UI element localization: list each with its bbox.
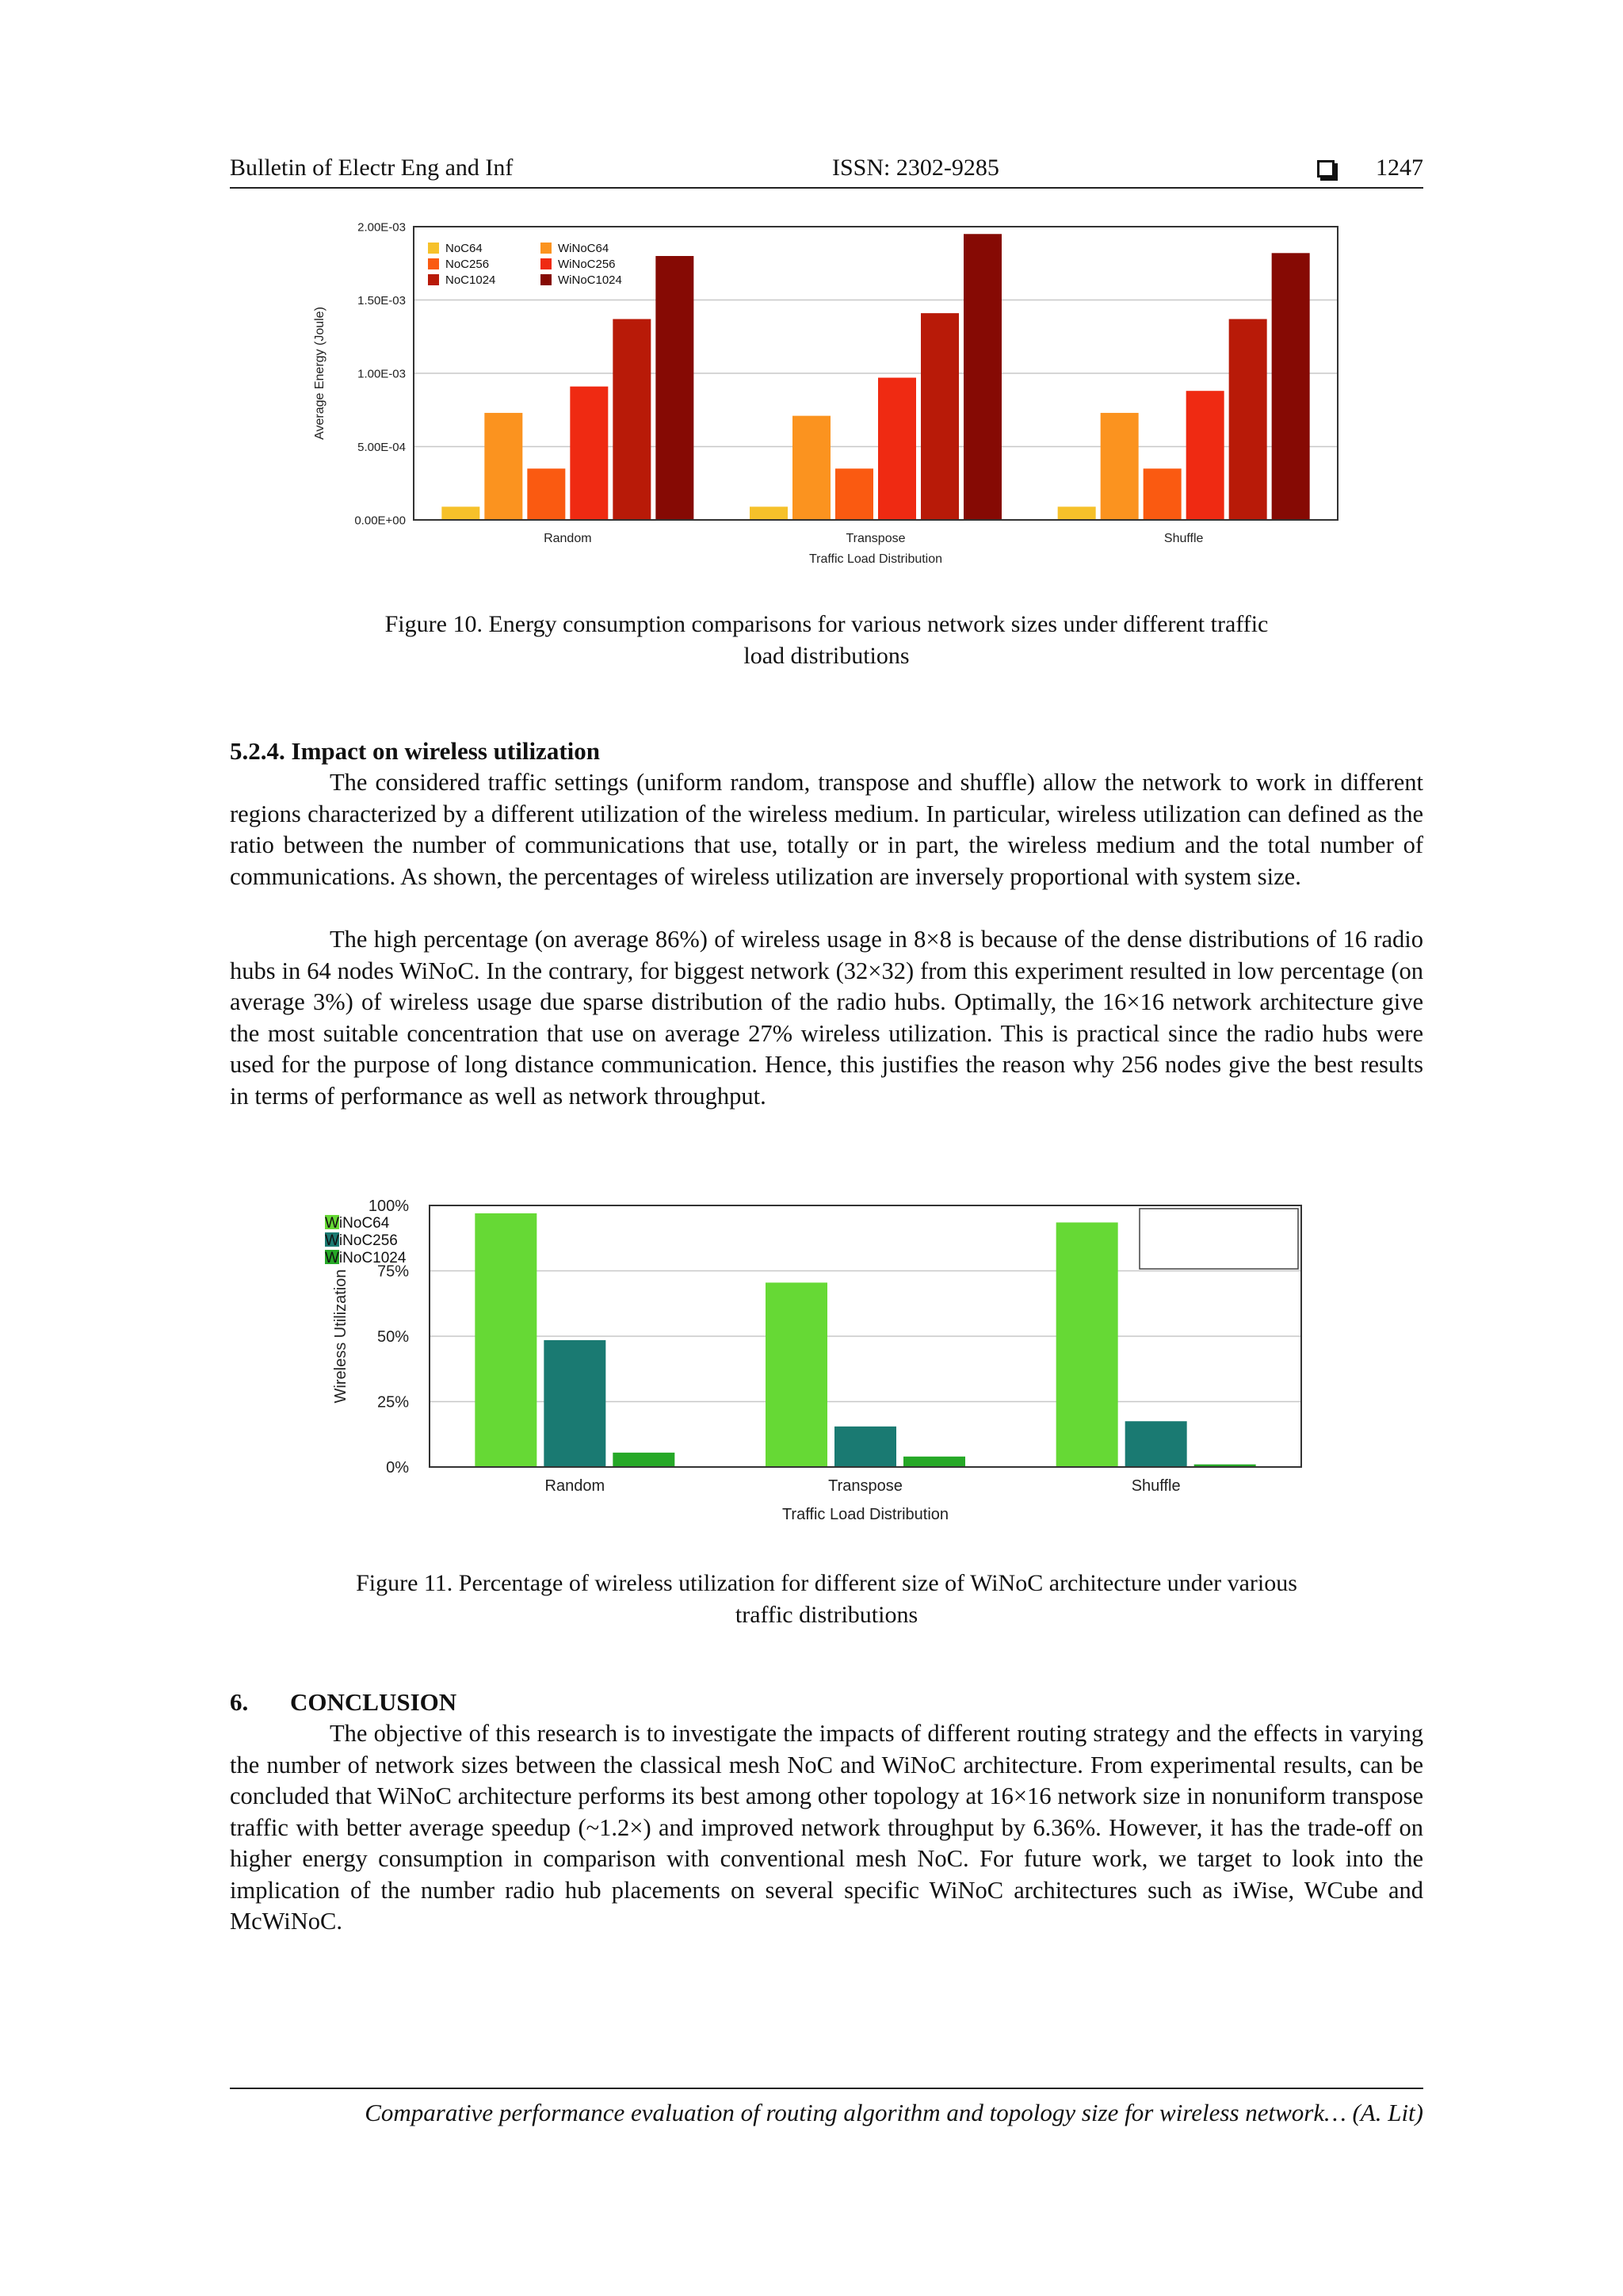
- y-tick-label: 5.00E-04: [357, 440, 406, 454]
- x-category-label: Transpose: [846, 532, 906, 545]
- legend-swatch-noc64: [428, 243, 439, 254]
- journal-name: Bulletin of Electr Eng and Inf: [230, 155, 514, 181]
- legend-swatch-noc1024: [428, 274, 439, 285]
- legend-box: [1140, 1209, 1298, 1269]
- bar-noc64-random: [441, 506, 479, 520]
- legend-swatch-winoc256: [540, 258, 552, 269]
- bar-winoc1024-random: [613, 1453, 674, 1467]
- bar-noc1024-random: [613, 319, 651, 520]
- legend-label-winoc1024: WiNoC1024: [325, 1250, 407, 1266]
- y-tick-label: 25%: [376, 1393, 409, 1412]
- page-number: 1247: [1376, 155, 1423, 181]
- figure11-caption-line2: traffic distributions: [735, 1602, 918, 1628]
- section-6-number: 6.: [230, 1688, 249, 1716]
- y-tick-label: 2.00E-03: [357, 220, 406, 235]
- section-524-paragraph-1: The considered traffic settings (uniform random, transpose and shuffle) allow the network to work in different regions characterized by a different utilization of the wireless medium. In particular, wireless utilization can defined as the ratio between the number of communications that use, totally or in part, the wireless medium and the total number of communications. As shown, the percentages of wireless utilization are inversely proportional with system size.: [230, 769, 1423, 890]
- bar-winoc1024-transpose: [903, 1457, 965, 1467]
- header-rule: [230, 187, 1423, 189]
- figure10-caption-line2: load distributions: [743, 643, 910, 669]
- y-tick-label: 1.50E-03: [357, 293, 406, 308]
- y-tick-label: 100%: [368, 1198, 409, 1215]
- x-axis-title: Traffic Load Distribution: [781, 1506, 949, 1523]
- bar-winoc256-shuffle: [1186, 391, 1224, 520]
- bar-noc256-transpose: [835, 468, 873, 520]
- bar-winoc1024-random: [655, 256, 693, 520]
- bar-winoc1024-shuffle: [1272, 253, 1310, 520]
- legend-swatch-winoc1024: [540, 274, 552, 285]
- bar-winoc64-transpose: [766, 1282, 827, 1467]
- bar-winoc256-random: [570, 387, 608, 520]
- y-tick-label: 0.00E+00: [354, 514, 406, 528]
- bar-winoc64-random: [484, 413, 522, 520]
- y-axis-title: Average Energy (Joule): [313, 307, 327, 440]
- y-tick-label: 50%: [376, 1328, 409, 1346]
- y-tick-label: 1.00E-03: [357, 367, 406, 381]
- y-axis-title: Wireless Utilization: [332, 1269, 349, 1404]
- legend-label-winoc256: WiNoC256: [558, 258, 616, 271]
- bar-winoc256-transpose: [834, 1427, 896, 1467]
- bar-noc1024-transpose: [921, 313, 959, 520]
- figure10-caption-line1: Figure 10. Energy consumption comparisons for various network sizes under different traffic: [384, 611, 1269, 637]
- x-category-label: Shuffle: [1131, 1477, 1181, 1495]
- y-tick-label: 0%: [386, 1459, 409, 1477]
- legend-label-winoc1024: WiNoC1024: [558, 273, 622, 287]
- bar-winoc64-shuffle: [1056, 1222, 1118, 1467]
- bar-winoc64-random: [475, 1213, 537, 1467]
- legend-label-winoc64: WiNoC64: [325, 1215, 390, 1232]
- conclusion-paragraph: The objective of this research is to investigate the impacts of different routing strategy and the effects in varying the number of network sizes between the classical mesh NoC and WiNoC architecture. From experimental results, can be concluded that WiNoC architecture performs its best among other topology at 16×16 network size in nonuniform transpose traffic with better average speedup (~1.2×) and improved network throughput by 6.36%. However, it has the trade-off on higher energy consumption in comparison with conventional mesh NoC. For future work, we target to look into the implication of the number radio hub placements on several specific WiNoC architectures such as iWise, WCube and McWiNoC.: [230, 1720, 1423, 1935]
- footer-running-title: Comparative performance evaluation of routing algorithm and topology size for wireless network… (A. Lit): [365, 2099, 1423, 2126]
- issn: ISSN: 2302-9285: [832, 155, 999, 181]
- bar-winoc64-transpose: [792, 416, 831, 520]
- bar-winoc64-shuffle: [1101, 413, 1139, 520]
- legend-swatch-winoc64: [540, 243, 552, 254]
- y-tick-label: 75%: [376, 1263, 409, 1281]
- bar-noc1024-shuffle: [1229, 319, 1267, 520]
- x-category-label: Shuffle: [1163, 532, 1204, 545]
- bar-noc64-shuffle: [1058, 506, 1096, 520]
- bar-winoc256-shuffle: [1125, 1421, 1187, 1467]
- section-6-title: CONCLUSION: [290, 1688, 457, 1716]
- figure11-caption-line1: Figure 11. Percentage of wireless utilization for different size of WiNoC architecture under various: [356, 1570, 1297, 1596]
- bar-noc256-shuffle: [1144, 468, 1182, 520]
- checkbox-icon: [1317, 152, 1335, 184]
- wireless-utilization-chart: [325, 1185, 1339, 1541]
- footer-rule: [230, 2088, 1423, 2089]
- legend-swatch-noc256: [428, 258, 439, 269]
- legend-label-noc64: NoC64: [445, 242, 483, 255]
- x-axis-title: Traffic Load Distribution: [808, 552, 943, 566]
- legend-label-noc1024: NoC1024: [445, 273, 496, 287]
- legend-label-noc256: NoC256: [445, 258, 490, 271]
- bar-winoc1024-transpose: [964, 234, 1002, 520]
- bar-noc64-transpose: [750, 506, 788, 520]
- x-category-label: Random: [544, 532, 592, 545]
- bar-winoc256-random: [544, 1340, 605, 1467]
- energy-consumption-chart: [309, 214, 1355, 571]
- section-524-title: 5.2.4. Impact on wireless utilization: [230, 737, 600, 765]
- bar-noc256-random: [527, 468, 565, 520]
- x-category-label: Random: [544, 1477, 605, 1495]
- x-category-label: Transpose: [828, 1477, 903, 1495]
- legend-label-winoc256: WiNoC256: [325, 1232, 398, 1249]
- section-524-paragraph-2: The high percentage (on average 86%) of wireless usage in 8×8 is because of the dense distributions of 16 radio hubs in 64 nodes WiNoC. In the contrary, for biggest network (32×32) from this experiment resulted in low percentage (on average 3%) of wireless usage due sparse distribution of the radio hubs. Optimally, the 16×16 network architecture give the most suitable concentration that use on average 27% wireless utilization. This is practical since the radio hubs were used for the purpose of long distance communication. Hence, this justifies the reason why 256 nodes give the best results in terms of performance as well as network throughput.: [230, 926, 1423, 1110]
- bar-winoc256-transpose: [878, 378, 916, 520]
- legend-label-winoc64: WiNoC64: [558, 242, 609, 255]
